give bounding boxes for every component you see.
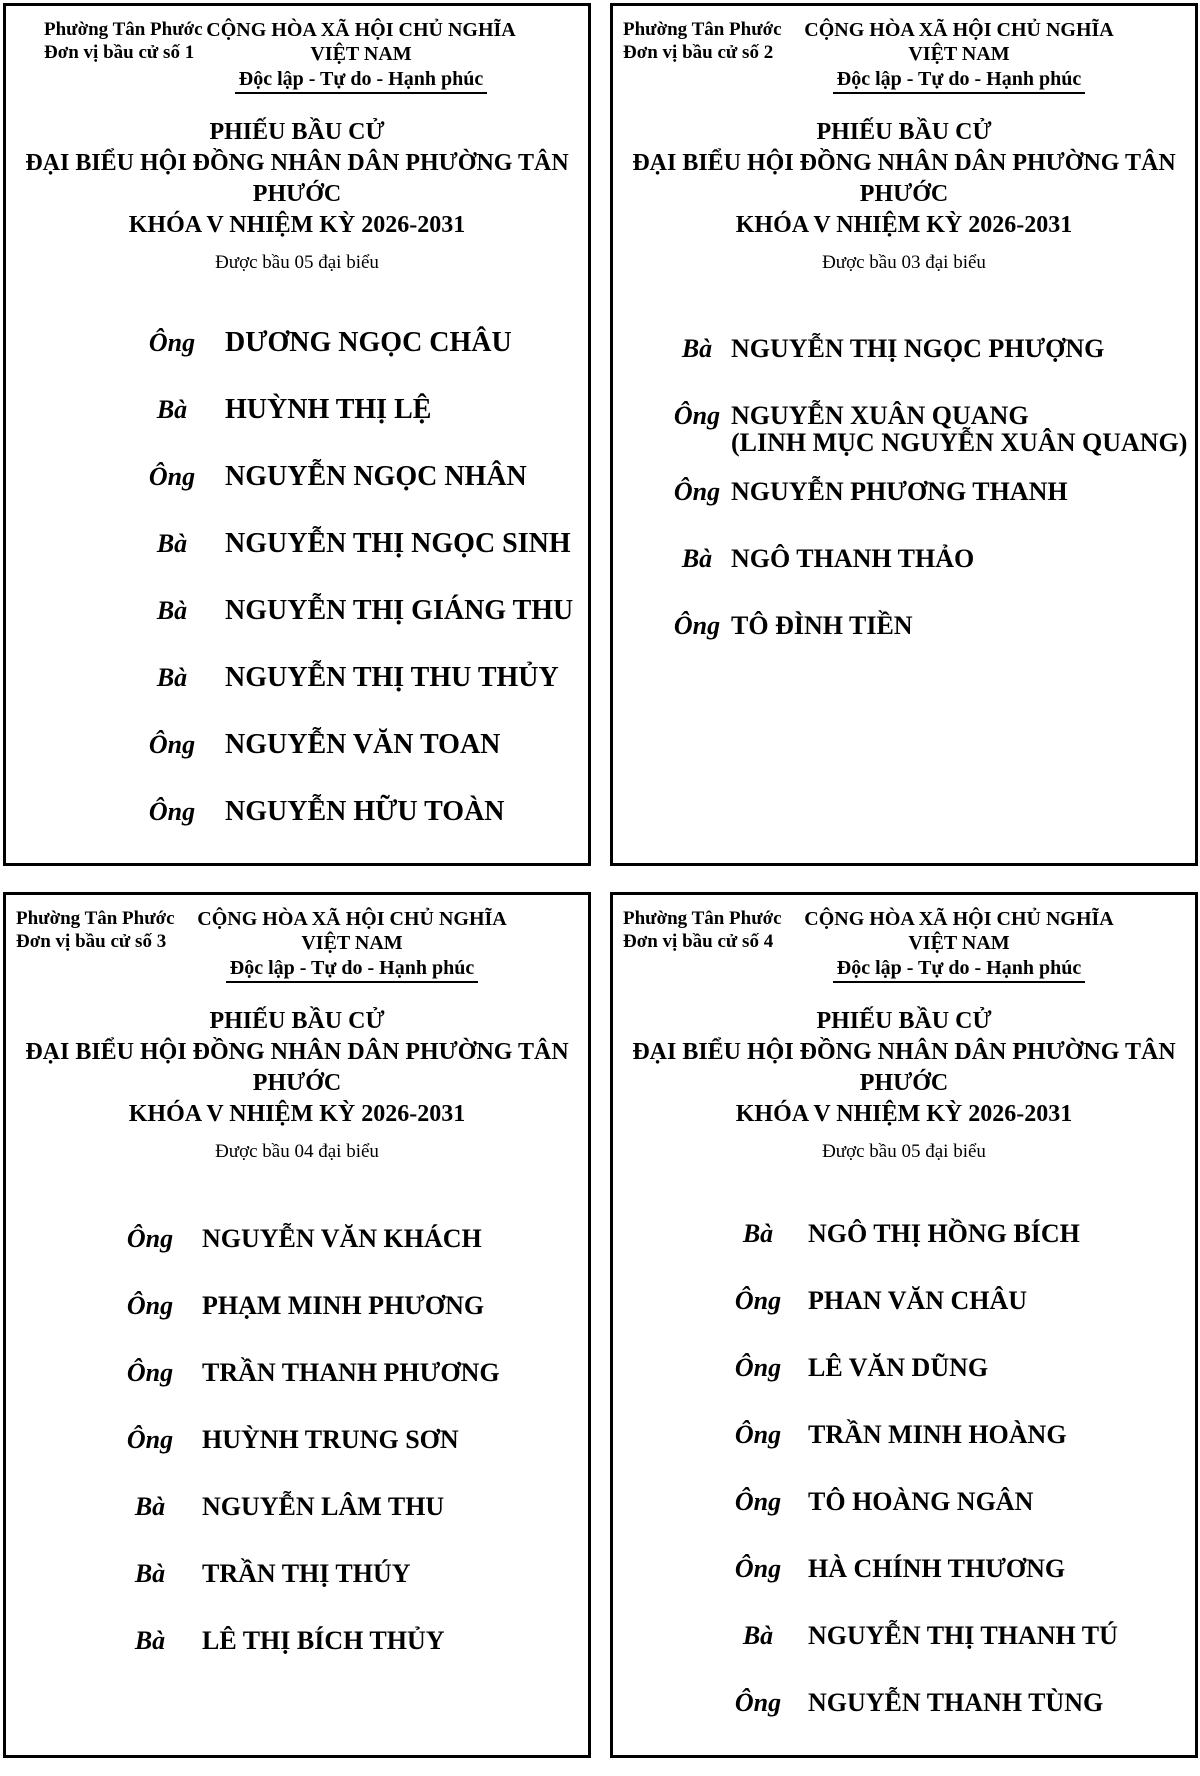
candidate-name: TRẦN MINH HOÀNG [808,1420,1067,1449]
candidate-name: TRẦN THỊ THÚY [202,1559,411,1588]
honorific-label: Ông [673,477,721,506]
honorific-label: Ông [734,1487,782,1516]
honorific-label: Ông [148,328,196,357]
republic-title: CỘNG HÒA XÃ HỘI CHỦ NGHĨA VIỆT NAM [804,19,1114,65]
ballot-unit-4 [610,892,1198,1758]
honorific-label: Bà [134,1626,166,1655]
candidate-row [613,1220,1195,1247]
candidate-row [613,1287,1195,1314]
candidate-row [6,1627,588,1654]
candidate-row [6,1292,588,1319]
council-title: ĐẠI BIỂU HỘI ĐỒNG NHÂN DÂN PHƯỜNG TÂN PHƯỚC [25,150,569,207]
honorific-label: Ông [734,1554,782,1583]
candidate-row [613,1488,1195,1515]
national-motto: Độc lập - Tự do - Hạnh phúc [226,956,478,983]
national-header [193,18,529,94]
honorific-label: Ông [734,1420,782,1449]
national-motto: Độc lập - Tự do - Hạnh phúc [235,67,487,94]
candidate-row [6,1426,588,1453]
candidate-name: TÔ HOÀNG NGÂN [808,1487,1034,1516]
ward-unit-header [623,18,782,64]
candidate-name: PHẠM MINH PHƯƠNG [202,1291,485,1320]
unit-label: Đơn vị bầu cử số 4 [623,931,774,952]
national-header [184,907,520,983]
ward-label: Phường Tân Phước [44,19,203,40]
candidate-name: NGUYỄN THỊ THU THỦY [225,662,559,693]
candidate-row [6,530,588,557]
republic-title: CỘNG HÒA XÃ HỘI CHỦ NGHĨA VIỆT NAM [804,908,1114,954]
seats-line: Được bầu 05 đại biểu [215,252,379,273]
ballot-title-block [613,1006,1195,1130]
candidate-name: NGUYỄN HỮU TOÀN [225,796,505,827]
ballot-title: PHIẾU BẦU CỬ [816,1008,992,1034]
honorific-label: Ông [126,1224,174,1253]
honorific-label: Bà [742,1621,774,1650]
honorific-label: Ông [126,1291,174,1320]
candidate-name: NGUYỄN VĂN TOAN [225,729,501,760]
candidate-list [613,1220,1195,1716]
candidate-row [6,1560,588,1587]
candidate-name: NGUYỄN XUÂN QUANG (LINH MỤC NGUYỄN XUÂN QUANG) [731,401,1188,457]
honorific-label: Ông [148,462,196,491]
seats-line: Được bầu 03 đại biểu [822,252,986,273]
ballot-title: PHIẾU BẦU CỬ [209,119,385,145]
ward-unit-header [16,907,175,953]
candidate-name: TÔ ĐÌNH TIỀN [731,611,913,640]
candidate-name: NGUYỄN VĂN KHÁCH [202,1224,482,1253]
unit-label: Đơn vị bầu cử số 2 [623,42,774,63]
council-title: ĐẠI BIỂU HỘI ĐỒNG NHÂN DÂN PHƯỜNG TÂN PHƯỚC [25,1039,569,1096]
candidate-name: TRẦN THANH PHƯƠNG [202,1358,500,1387]
candidate-row [6,664,588,691]
candidate-row [613,1689,1195,1716]
republic-title: CỘNG HÒA XÃ HỘI CHỦ NGHĨA VIỆT NAM [206,19,516,65]
candidate-row [6,396,588,423]
term-title: KHÓA V NHIỆM KỲ 2026-2031 [128,1101,466,1127]
candidate-name: NGUYỄN LÂM THU [202,1492,445,1521]
honorific-label: Bà [681,334,713,363]
candidate-row [6,1359,588,1386]
honorific-label: Ông [148,730,196,759]
candidate-row [613,545,1195,572]
seats-line: Được bầu 05 đại biểu [822,1141,986,1162]
term-title: KHÓA V NHIỆM KỲ 2026-2031 [128,212,466,238]
honorific-label: Ông [734,1688,782,1717]
ward-unit-header [623,907,782,953]
honorific-label: Ông [126,1425,174,1454]
honorific-label: Ông [673,401,721,430]
candidate-name: HUỲNH TRUNG SƠN [202,1425,459,1454]
ward-label: Phường Tân Phước [16,908,175,929]
council-title: ĐẠI BIỂU HỘI ĐỒNG NHÂN DÂN PHƯỜNG TÂN PHƯỚC [632,150,1176,207]
candidate-name: LÊ THỊ BÍCH THỦY [202,1626,445,1655]
candidate-name: NGUYỄN THỊ NGỌC SINH [225,528,571,559]
ward-label: Phường Tân Phước [623,19,782,40]
honorific-label: Ông [734,1286,782,1315]
candidate-row [613,612,1195,639]
honorific-label: Bà [681,544,713,573]
unit-label: Đơn vị bầu cử số 3 [16,931,167,952]
term-title: KHÓA V NHIỆM KỲ 2026-2031 [735,1101,1073,1127]
candidate-row [6,1225,588,1252]
republic-title: CỘNG HÒA XÃ HỘI CHỦ NGHĨA VIỆT NAM [197,908,507,954]
candidate-name: NGUYỄN THANH TÙNG [808,1688,1104,1717]
ballot-title-block [6,1006,588,1130]
national-motto: Độc lập - Tự do - Hạnh phúc [833,67,1085,94]
candidate-row [6,798,588,825]
candidate-list [6,1225,588,1654]
council-title: ĐẠI BIỂU HỘI ĐỒNG NHÂN DÂN PHƯỜNG TÂN PHƯỚC [632,1039,1176,1096]
candidate-name: NGUYỄN THỊ NGỌC PHƯỢNG [731,334,1105,363]
candidate-name: NGÔ THỊ HỒNG BÍCH [808,1219,1080,1248]
honorific-label: Bà [134,1559,166,1588]
honorific-label: Bà [156,529,188,558]
candidate-row [6,597,588,624]
candidate-name: LÊ VĂN DŨNG [808,1353,989,1382]
ballot-title-block [6,117,588,241]
candidate-name: PHAN VĂN CHÂU [808,1286,1028,1315]
ballot-unit-1 [3,3,591,866]
candidate-name-line2: (LINH MỤC NGUYỄN XUÂN QUANG) [731,428,1188,457]
honorific-label: Bà [134,1492,166,1521]
candidate-name: HÀ CHÍNH THƯƠNG [808,1554,1066,1583]
ballot-unit-3 [3,892,591,1758]
candidate-row [613,478,1195,505]
candidate-name: DƯƠNG NGỌC CHÂU [225,327,512,358]
honorific-label: Ông [148,797,196,826]
ward-label: Phường Tân Phước [623,908,782,929]
term-title: KHÓA V NHIỆM KỲ 2026-2031 [735,212,1073,238]
honorific-label: Bà [742,1219,774,1248]
candidate-name: NGUYỄN THỊ THANH TÚ [808,1621,1118,1650]
ballot-title-block [613,117,1195,241]
ballot-title: PHIẾU BẦU CỬ [816,119,992,145]
candidate-row [6,463,588,490]
candidate-row [613,335,1195,362]
candidate-list [6,329,588,825]
candidate-row [6,329,588,356]
candidate-row [613,1354,1195,1381]
candidate-name: NGÔ THANH THẢO [731,544,975,573]
candidate-list [613,335,1195,639]
ballot-title: PHIẾU BẦU CỬ [209,1008,385,1034]
unit-label: Đơn vị bầu cử số 1 [44,42,195,63]
candidate-row [6,731,588,758]
candidate-row [613,402,1195,456]
candidate-name: NGUYỄN NGỌC NHÂN [225,461,527,492]
honorific-label: Ông [673,611,721,640]
candidate-row [613,1421,1195,1448]
honorific-label: Bà [156,663,188,692]
national-motto: Độc lập - Tự do - Hạnh phúc [833,956,1085,983]
candidate-name: NGUYỄN PHƯƠNG THANH [731,477,1068,506]
candidate-row [613,1622,1195,1649]
honorific-label: Ông [126,1358,174,1387]
honorific-label: Ông [734,1353,782,1382]
ballot-unit-2 [610,3,1198,866]
honorific-label: Bà [156,596,188,625]
ward-unit-header [44,18,203,64]
candidate-row [6,1493,588,1520]
national-header [791,18,1127,94]
national-header [791,907,1127,983]
seats-line: Được bầu 04 đại biểu [215,1141,379,1162]
candidate-name: NGUYỄN THỊ GIÁNG THU [225,595,574,626]
candidate-row [613,1555,1195,1582]
honorific-label: Bà [156,395,188,424]
candidate-name: HUỲNH THỊ LỆ [225,394,432,425]
